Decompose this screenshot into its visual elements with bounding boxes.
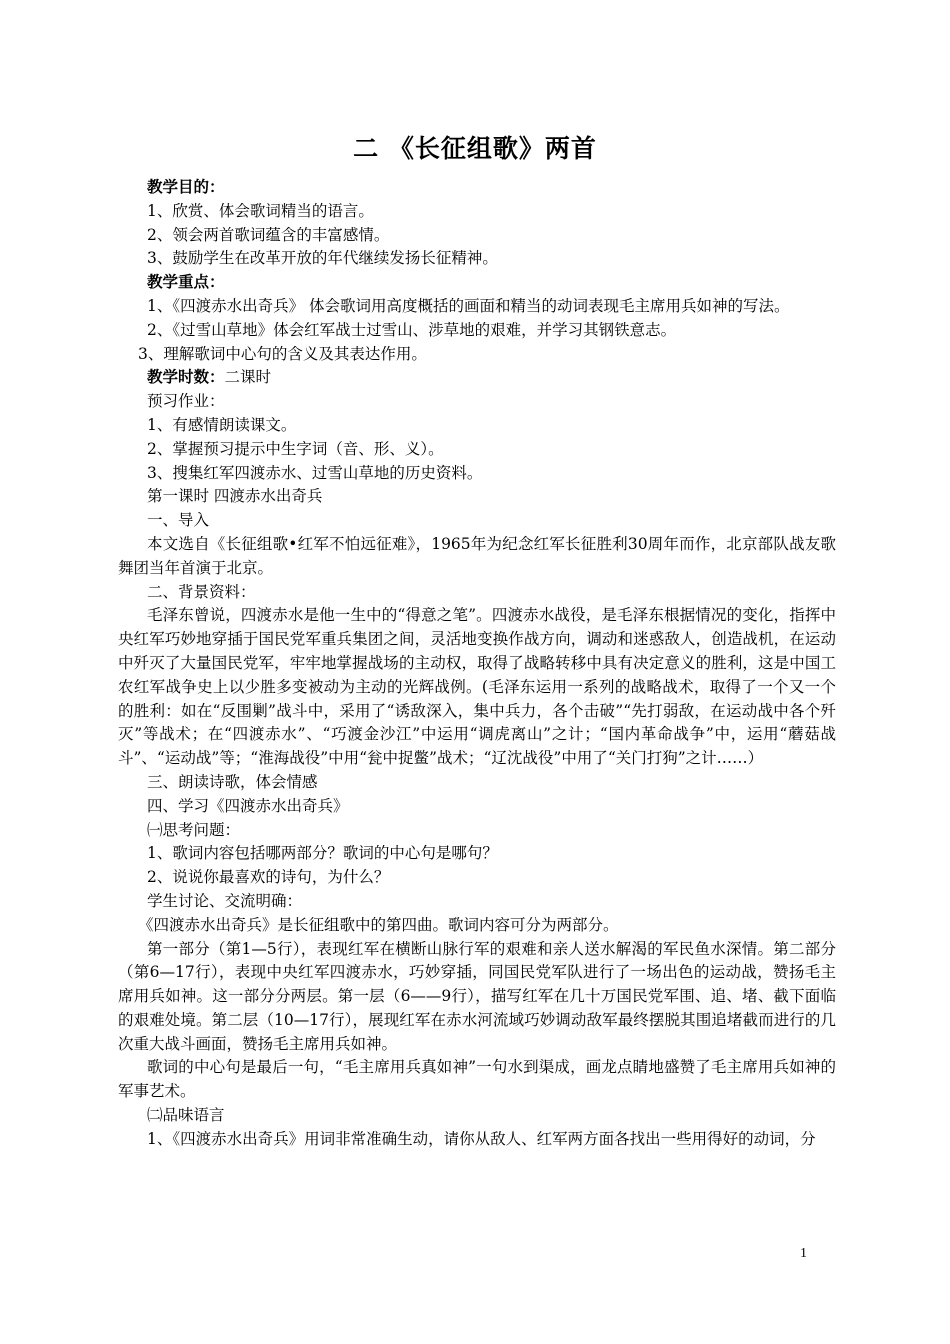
- objective-item: 1、欣赏、体会歌词精当的语言。: [147, 201, 374, 220]
- section-heading-background: 二、背景资料：: [147, 582, 256, 601]
- background-paragraph: 毛泽东曾说，四渡赤水是他一生中的“得意之笔”。四渡赤水战役，是毛泽东根据情况的变化，指挥中央红军巧妙地穿插于国民党军重兵集团之间，灵活地变换作战方向，调动和迷惑敌人，创造战机，在运动中歼灭了大量国民党军，牢牢地掌握战场的主动权，取得了战略转移中具有决定意义的胜利，这是中国工农红军战争史上以少胜多变被动为主动的光辉战例。(毛泽东运用一系列的战略战术，取得了一个又一个的胜利：如在“反围剿”战斗中，采用了“诱敌深入，集中兵力，各个击破”“先打弱敌，在运动战中各个歼灭”等战术；在“四渡赤水”、“巧渡金沙江”中运用“调虎离山”之计；“国内革命战争”中，运用“蘑菇战斗”、“运动战”等；“淮海战役”中用“瓮中捉鳖”战术；“辽沈战役”中用了“关门打狗”之计……）: [118, 606, 836, 768]
- preview-item: 1、有感情朗读课文。: [147, 415, 297, 434]
- page-number: 1: [800, 1246, 807, 1261]
- lesson-heading: 第一课时 四渡赤水出奇兵: [147, 487, 323, 506]
- objectives-heading: 教学目的：: [147, 178, 225, 196]
- preview-item: 3、搜集红军四渡赤水、过雪山草地的历史资料。: [147, 463, 483, 482]
- taste-paragraph: 1、《四渡赤水出奇兵》用词非常准确生动，请你从敌人、红军两方面各找出一些用得好的动词，分: [147, 1129, 816, 1148]
- discuss-paragraph: 《四渡赤水出奇兵》是长征组歌中的第四曲。歌词内容可分为两部分。: [138, 915, 619, 934]
- intro-paragraph: 本文选自《长征组歌•红军不怕远征难》，1965年为纪念红军长征胜利30周年而作，北京部队战友歌舞团当年首演于北京。: [118, 534, 836, 577]
- preview-item: 2、掌握预习提示中生字词（音、形、义）。: [147, 439, 444, 458]
- hours-heading: 教学时数：: [147, 368, 225, 387]
- document-body: [118, 176, 836, 1152]
- hours-value: 二课时: [224, 368, 272, 387]
- preview-heading: 预习作业：: [147, 392, 225, 411]
- objective-item: 2、领会两首歌词蕴含的丰富感情。: [147, 225, 390, 244]
- section-heading-read: 三、朗读诗歌，体会情感: [147, 772, 318, 791]
- objective-item: 3、鼓励学生在改革开放的年代继续发扬长征精神。: [147, 249, 498, 268]
- focus-item: 2、《过雪山草地》体会红军战士过雪山、涉草地的艰难，并学习其钢铁意志。: [147, 320, 677, 339]
- taste-heading: ㈡品味语言: [147, 1106, 225, 1125]
- center-sentence-paragraph: 歌词的中心句是最后一句，“毛主席用兵真如神”一句水到渠成，画龙点睛地盛赞了毛主席用兵如神的军事艺术。: [118, 1058, 836, 1101]
- question-item: 2、说说你最喜欢的诗句，为什么？: [147, 868, 390, 887]
- section-heading-study: 四、学习《四渡赤水出奇兵》: [147, 796, 349, 815]
- parts-paragraph: 第一部分（第1—5行），表现红军在横断山脉行军的艰难和亲人送水解渴的军民鱼水深情。第二部分（第6—17行），表现中央红军四渡赤水，巧妙穿插，同国民党军队进行了一场出色的运动战，赞扬毛主席用兵如神。这一部分分两层。第一层（6——9行），描写红军在几十万国民党军围、追、堵、截下面临的艰难处境。第二层（10—17行），展现红军在赤水河流域巧妙调动敌军最终摆脱其围追堵截而进行的几次重大战斗画面，赞扬毛主席用兵如神。: [118, 939, 836, 1053]
- focus-item: 3、理解歌词中心句的含义及其表达作用。: [138, 344, 427, 363]
- discuss-heading: 学生讨论、交流明确：: [147, 891, 303, 910]
- question-item: 1、歌词内容包括哪两部分？歌词的中心句是哪句？: [147, 844, 498, 863]
- page-title: 二 《长征组歌》两首: [353, 134, 597, 163]
- focus-heading: 教学重点：: [147, 273, 225, 292]
- focus-item: 1、《四渡赤水出奇兵》 体会歌词用高度概括的画面和精当的动词表现毛主席用兵如神的写法。: [147, 296, 790, 315]
- section-heading-intro: 一、导入: [147, 511, 210, 530]
- hours-line: [118, 366, 836, 390]
- think-heading: ㈠思考问题：: [147, 820, 241, 839]
